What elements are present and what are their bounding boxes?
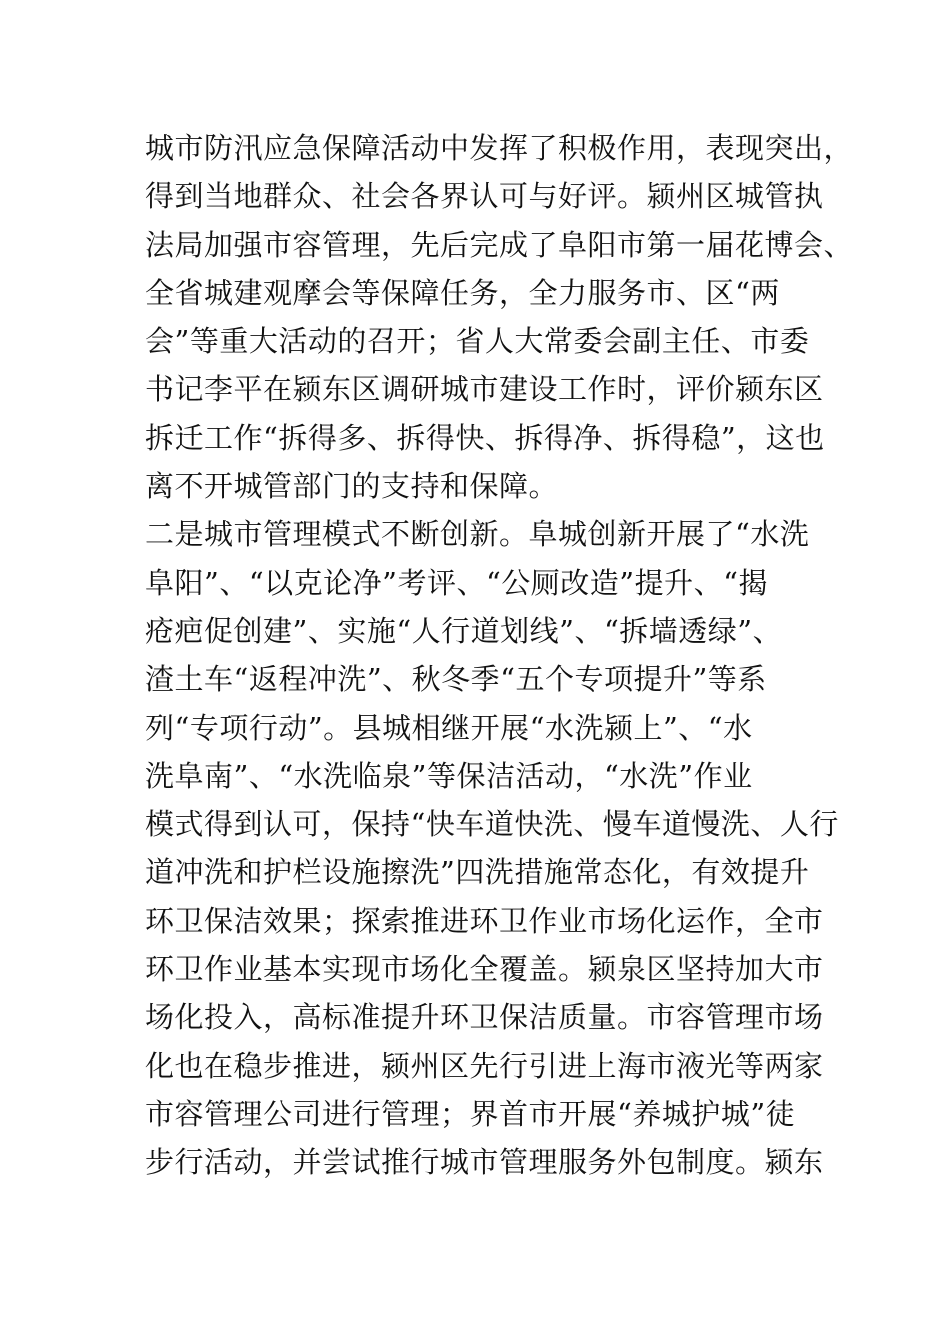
text-line: 道冲洗和护栏设施擦洗”四洗措施常态化，有效提升 (145, 855, 810, 890)
text-line: 环卫保洁效果；探索推进环卫作业市场化运作，全市 (145, 903, 824, 938)
text-line: 离不开城管部门的支持和保障。 (145, 469, 559, 504)
text-line: 场化投入，高标准提升环卫保洁质量。市容管理市场 (145, 1000, 824, 1035)
text-line: 列“专项行动”。县城相继开展“水洗颍上”、“水 (145, 710, 753, 745)
text-line: 步行活动，并尝试推行城市管理服务外包制度。颍东 (145, 1145, 824, 1180)
text-line: 渣土车“返程冲洗”、秋冬季“五个专项提升”等系 (145, 662, 767, 697)
text-line: 阜阳”、“以克论净”考评、“公厕改造”提升、“揭 (145, 565, 768, 600)
text-line: 二是城市管理模式不断创新。阜城创新开展了“水洗 (145, 517, 810, 552)
text-line: 模式得到认可，保持“快车道快洗、慢车道慢洗、人行 (145, 807, 839, 842)
text-line: 会”等重大活动的召开；省人大常委会副主任、市委 (145, 324, 810, 359)
text-line: 疮疤促创建”、实施“人行道划线”、“拆墙透绿”、 (145, 613, 783, 648)
text-line: 市容管理公司进行管理；界首市开展“养城护城”徒 (145, 1096, 796, 1131)
text-line: 法局加强市容管理，先后完成了阜阳市第一届花博会、 (145, 227, 854, 262)
body-text (145, 124, 854, 1187)
text-line: 拆迁工作“拆得多、拆得快、拆得净、拆得稳”，这也 (145, 420, 825, 455)
text-line: 环卫作业基本实现市场化全覆盖。颍泉区坚持加大市 (145, 952, 824, 987)
text-line: 洗阜南”、“水洗临泉”等保洁活动，“水洗”作业 (145, 758, 753, 793)
text-line: 全省城建观摩会等保障任务，全力服务市、区“两 (145, 275, 780, 310)
text-line: 城市防汛应急保障活动中发挥了积极作用，表现突出， (145, 131, 854, 165)
text-line: 书记李平在颍东区调研城市建设工作时，评价颍东区 (145, 372, 824, 407)
text-line: 得到当地群众、社会各界认可与好评。颍州区城管执 (145, 179, 824, 214)
text-line: 化也在稳步推进，颍州区先行引进上海市液光等两家 (145, 1048, 824, 1083)
